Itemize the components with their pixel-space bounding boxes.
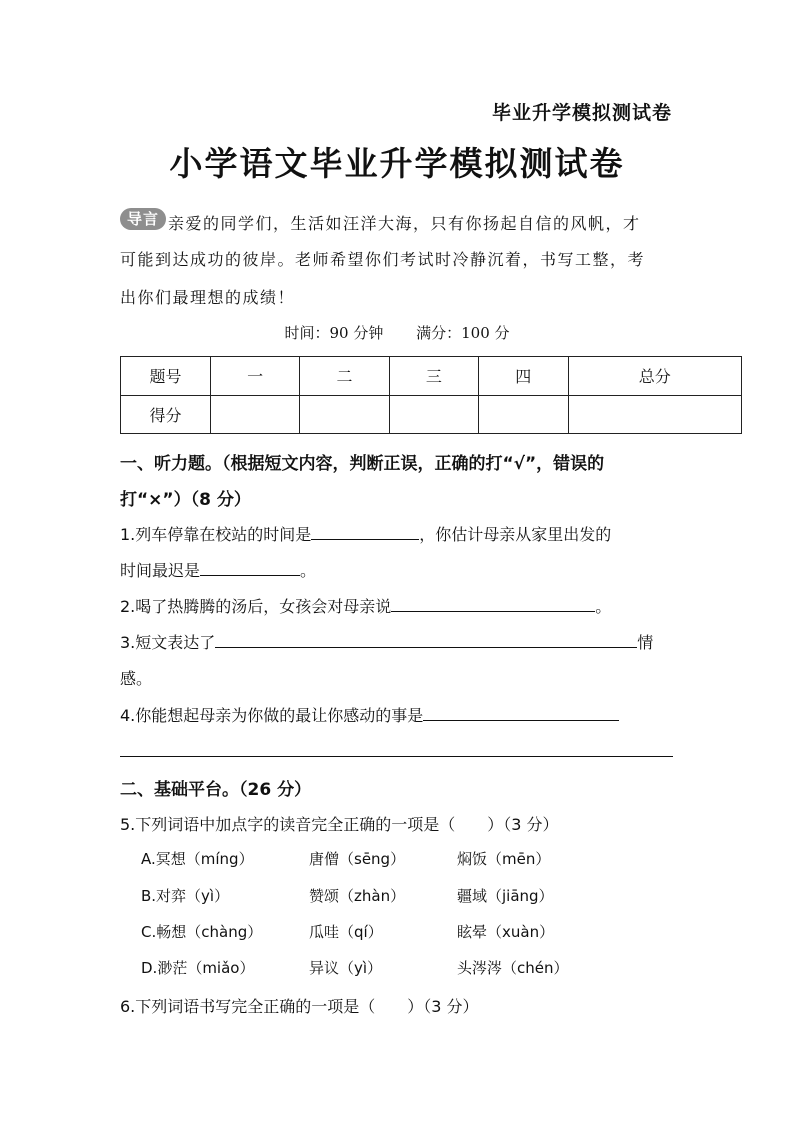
score-table-score-row	[121, 395, 742, 434]
answer-blank[interactable]	[423, 704, 619, 721]
answer-blank[interactable]	[200, 559, 300, 576]
option-b-word-2: 赞颂（zhàn）	[309, 887, 406, 905]
score-table-header-cell: 三	[389, 357, 478, 396]
question-2	[120, 594, 611, 617]
option-b-word-3: 疆域（jiāng）	[457, 887, 554, 905]
question-6: 6.下列词语书写完全正确的一项是（ ）（3 分）	[120, 997, 479, 1016]
question-3-text-b: 情	[637, 633, 654, 652]
intro-line-3: 出你们最理想的成绩！	[120, 288, 296, 307]
question-3-text-a: 3.短文表达了	[120, 633, 216, 652]
option-d-word-3: 头涔涔（chén）	[457, 959, 569, 977]
option-b-word-1: B.对弈（yì）	[141, 887, 230, 905]
option-c-word-1: C.畅想（chàng）	[141, 923, 263, 941]
header-title: 毕业升学模拟测试卷	[491, 102, 672, 124]
question-1-line-1	[120, 522, 611, 545]
section-2-title: 二、基础平台。（26 分）	[120, 780, 312, 800]
question-1-text-a: 1.列车停靠在校站的时间是	[120, 525, 312, 544]
answer-blank[interactable]	[391, 595, 595, 612]
question-5: 5.下列词语中加点字的读音完全正确的一项是（ ）（3 分）	[120, 815, 559, 834]
score-cell[interactable]	[479, 395, 568, 434]
score-cell[interactable]	[568, 395, 742, 434]
exam-full-score: 满分：100 分	[416, 324, 510, 342]
score-table-header-row	[121, 357, 742, 396]
exam-meta	[0, 322, 794, 343]
score-table-header-cell: 四	[479, 357, 568, 396]
option-d-word-1: D.渺茫（miǎo）	[141, 959, 255, 977]
question-4	[120, 703, 619, 726]
score-table	[120, 356, 742, 434]
score-cell[interactable]	[389, 395, 478, 434]
section-1-title-line-1: 一、听力题。（根据短文内容，判断正误，正确的打“√”，错误的	[120, 454, 605, 474]
option-c-word-3: 眩晕（xuàn）	[457, 923, 555, 941]
question-3-line-2: 感。	[120, 669, 153, 688]
score-cell[interactable]	[300, 395, 389, 434]
score-cell[interactable]	[211, 395, 300, 434]
question-4-text: 4.你能想起母亲为你做的最让你感动的事是	[120, 706, 424, 725]
question-1-text-d: 。	[300, 561, 317, 580]
option-a-word-2: 唐僧（sēng）	[309, 850, 406, 868]
score-table-header-cell: 题号	[121, 357, 211, 396]
intro-line-1: 亲爱的同学们，生活如汪洋大海，只有你扬起自信的风帆，才	[168, 214, 641, 233]
option-a-word-3: 焖饭（mēn）	[457, 850, 551, 868]
question-1-text-b: ，你估计母亲从家里出发的	[419, 525, 612, 544]
score-table-header-cell: 二	[300, 357, 389, 396]
answer-blank[interactable]	[215, 631, 637, 648]
score-table-header-cell: 一	[211, 357, 300, 396]
exam-time: 时间：90 分钟	[284, 324, 384, 342]
question-1-line-2	[120, 558, 316, 581]
question-2-text: 2.喝了热腾腾的汤后，女孩会对母亲说	[120, 597, 392, 616]
answer-blank-full-line[interactable]	[120, 756, 673, 757]
option-d-word-2: 异议（yì）	[309, 959, 383, 977]
option-a-word-1: A.冥想（míng）	[141, 850, 254, 868]
intro-badge: 导言	[120, 208, 166, 230]
score-table-row-label: 得分	[121, 395, 211, 434]
answer-blank[interactable]	[311, 523, 419, 540]
page-title: 小学语文毕业升学模拟测试卷	[169, 144, 625, 183]
question-2-text-b: 。	[595, 597, 612, 616]
option-c-word-2: 瓜哇（qí）	[309, 923, 383, 941]
question-3-line-1	[120, 630, 653, 653]
intro-line-2: 可能到达成功的彼岸。老师希望你们考试时冷静沉着，书写工整，考	[120, 250, 646, 269]
question-1-text-c: 时间最迟是	[120, 561, 201, 580]
score-table-header-cell: 总分	[568, 357, 742, 396]
section-1-title-line-2: 打“×”）（8 分）	[120, 490, 251, 510]
